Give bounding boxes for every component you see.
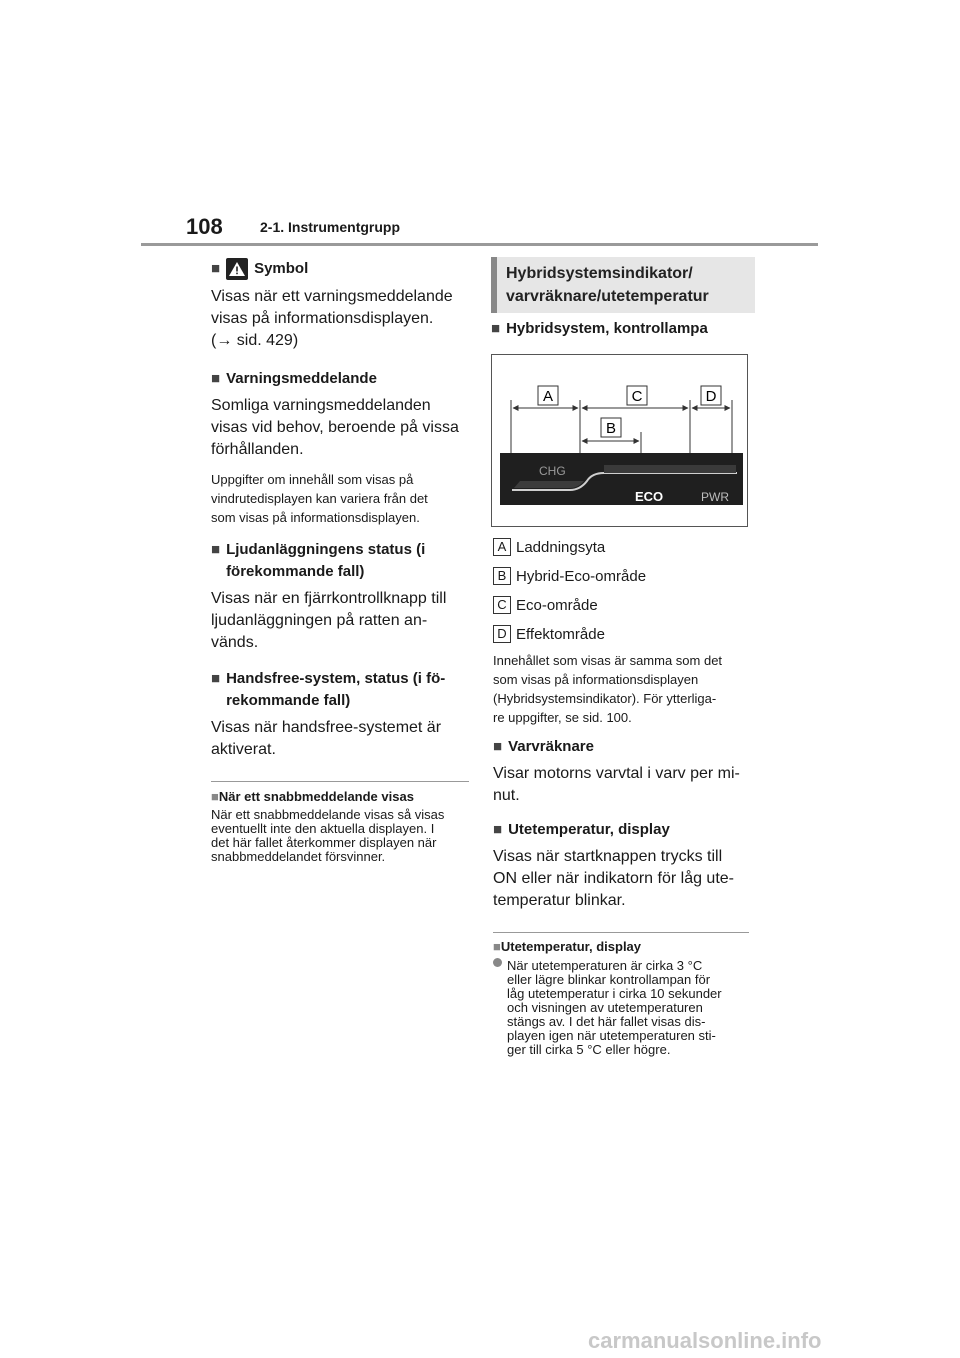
section-symbol-label: Symbol <box>254 260 309 277</box>
label-a: A <box>542 388 554 405</box>
square-bullet-icon: ■ <box>211 541 221 558</box>
section-audio-heading: ■ Ljudanläggningens status (i förekommande fall) <box>211 539 473 583</box>
temp-note-text: När utetemperaturen är cirka 3 °C eller lägre blinkar kontrollampan för låg utetemperatur i cirka 10 sekunder och visningen av utetemperaturen stängs av. I det här fallet visas dis- playen igen när utetemperaturen sti- ger till cirka 5 °C eller högre. <box>493 959 755 1057</box>
square-bullet-icon: ■ <box>491 320 501 337</box>
section-temp-text: Visas när startknappen trycks till ON eller när indikatorn för låg ute- temperatur blinkar. <box>493 848 734 909</box>
note-divider <box>493 932 749 933</box>
label-d: D <box>705 388 717 405</box>
section-handsfree-heading: ■ Handsfree-system, status (i fö- rekommande fall) <box>211 668 473 712</box>
section-title-box: Hybridsystemsindikator/ varvräknare/utetemperatur <box>491 257 755 313</box>
section-symbol-text: Visas när ett varningsmeddelande visas på informationsdisplayen. (→ sid. 429) <box>211 288 453 349</box>
legend-row-c: C Eco-område <box>493 593 755 617</box>
section-warning-note: Uppgifter om innehåll som visas på vindrutedisplayen kan variera från det som visas på informationsdisplayen. <box>211 472 428 525</box>
gauge-pwr-label: PWR <box>701 490 729 504</box>
square-bullet-icon: ■ <box>211 260 221 277</box>
gauge-chg-label: CHG <box>539 464 566 478</box>
legend-row-a: A Laddningsyta <box>493 535 755 559</box>
legend-row-d: D Effektområde <box>493 622 755 646</box>
note-text: När ett snabbmeddelande visas så visas eventuellt inte den aktuella displayen. I det här fallet återkommer displayen när snabbmeddelandet försvinner. <box>211 807 445 864</box>
header-rule <box>141 243 818 246</box>
section-audio-text: Visas när en fjärrkontrollknapp till ljudanläggningen på ratten an- vänds. <box>211 590 447 651</box>
section-tacho-heading: ■ Varvräknare <box>493 736 755 758</box>
note-divider <box>211 781 469 782</box>
page-number: 108 <box>186 214 223 239</box>
label-c: C <box>631 388 643 405</box>
warning-triangle-icon <box>226 258 248 280</box>
temp-note-heading: ■Utetemperatur, display <box>493 939 642 954</box>
gauge-eco-label: ECO <box>635 489 664 504</box>
right-column-lower <box>493 535 755 1057</box>
section-symbol-heading <box>211 258 473 280</box>
square-bullet-icon: ■ <box>493 939 501 954</box>
hybrid-indicator-figure <box>491 354 748 527</box>
section-temp-heading: ■ Utetemperatur, display <box>493 819 755 841</box>
square-bullet-icon: ■ <box>493 821 503 838</box>
square-bullet-icon: ■ <box>211 789 219 804</box>
label-b: B <box>605 420 617 437</box>
left-column <box>211 258 473 864</box>
watermark: carmanualsonline.info <box>588 1328 822 1353</box>
note-heading: ■När ett snabbmeddelande visas <box>211 789 414 804</box>
hybrid-note: Innehållet som visas är samma som det som visas på informationsdisplayen (Hybridsystemsindikator). För ytterliga- re uppgifter, se sid. 100. <box>493 653 723 725</box>
square-bullet-icon: ■ <box>493 738 503 755</box>
square-bullet-icon: ■ <box>211 370 221 387</box>
circle-bullet-icon <box>493 958 502 967</box>
hybrid-indicator-diagram <box>492 355 747 526</box>
section-tacho-text: Visar motorns varvtal i varv per mi- nut. <box>493 765 740 804</box>
chapter-title: 2-1. Instrumentgrupp <box>260 219 401 235</box>
right-column <box>491 318 753 340</box>
section-handsfree-text: Visas när handsfree-systemet är aktiverat. <box>211 719 442 758</box>
section-warning-heading: ■ Varningsmeddelande <box>211 368 473 390</box>
section-warning-text: Somliga varningsmeddelanden visas vid behov, beroende på vissa förhållanden. <box>211 397 459 458</box>
square-bullet-icon: ■ <box>211 670 221 687</box>
section-hybrid-heading: ■ Hybridsystem, kontrollampa <box>491 318 753 340</box>
legend-row-b: B Hybrid-Eco-område <box>493 564 755 588</box>
